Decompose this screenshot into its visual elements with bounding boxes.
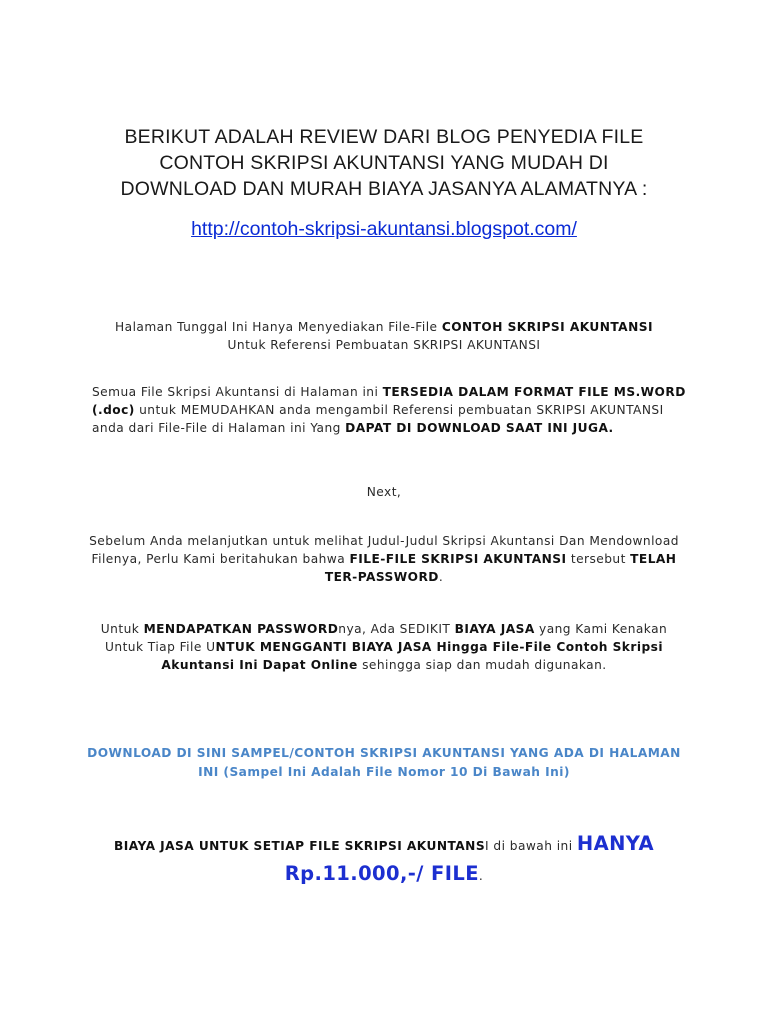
title-line-2: CONTOH SKRIPSI AKUNTANSI YANG MUDAH DI (159, 152, 609, 174)
price-bold: BIAYA JASA UNTUK SETIAP FILE SKRIPSI AKUNTANS (114, 839, 486, 853)
fee-text-2: nya, Ada SEDIKIT (338, 622, 455, 636)
password-bold-2: TELAH TER-PASSWORD (324, 552, 677, 584)
fee-text-3: yang Kami Kenakan Untuk Tiap File U (105, 622, 668, 654)
title-line-3: DOWNLOAD DAN MURAH BIAYA JASANYA ALAMATNYA : (120, 178, 648, 200)
format-paragraph (92, 383, 692, 437)
fee-paragraph (80, 620, 688, 674)
download-sample-link[interactable]: DOWNLOAD DI SINI SAMPEL/CONTOH SKRIPSI AKUNTANSI YANG ADA DI HALAMAN INI (Sampel Ini Adalah File Nomor 10 Di Bawah Ini) (87, 746, 681, 779)
page-title (60, 124, 708, 202)
fee-bold: MENDAPATKAN PASSWORD (143, 622, 339, 636)
format-bold: TERSEDIA DALAM FORMAT FILE MS.WORD (.doc) (92, 385, 686, 417)
intro-text: Halaman Tunggal Ini Hanya Menyediakan File-File (115, 320, 442, 334)
fee-bold-2: BIAYA JASA (454, 622, 535, 636)
intro-bold: CONTOH SKRIPSI AKUNTANSI (441, 320, 653, 334)
title-line-1: BERIKUT ADALAH REVIEW DARI BLOG PENYEDIA FILE (124, 126, 644, 148)
price-amount: Rp.11.000,-/ FILE (284, 862, 479, 885)
next-paragraph: Next, (366, 485, 402, 499)
format-text-2: untuk MEMUDAHKAN anda mengambil Referensi pembuatan SKRIPSI AKUNTANSI anda dari File-File di Halaman ini Yang (92, 403, 664, 435)
password-text-2: tersebut (566, 552, 631, 566)
password-paragraph (80, 532, 688, 586)
password-text-3: . (438, 570, 444, 584)
format-bold-2: DAPAT DI DOWNLOAD SAAT INI JUGA. (345, 421, 614, 435)
intro-text-2: Untuk Referensi Pembuatan SKRIPSI AKUNTANSI (227, 338, 541, 352)
fee-bold-3: NTUK MENGGANTI BIAYA JASA Hingga File-File Contoh Skripsi Akuntansi Ini Dapat Online (161, 640, 663, 672)
intro-paragraph (80, 318, 688, 354)
fee-text: Untuk (100, 622, 144, 636)
price-text: I di bawah ini (485, 839, 577, 853)
password-bold: FILE-FILE SKRIPSI AKUNTANSI (349, 552, 567, 566)
price-hanya: HANYA (576, 832, 654, 855)
blog-url-link[interactable]: http://contoh-skripsi-akuntansi.blogspot.com/ (191, 218, 577, 240)
price-period: . (478, 869, 484, 883)
price-paragraph (80, 830, 688, 890)
fee-text-4: sehingga siap dan mudah digunakan. (357, 658, 607, 672)
format-text: Semua File Skripsi Akuntansi di Halaman ini (92, 385, 383, 399)
password-text: Sebelum Anda melanjutkan untuk melihat Judul-Judul Skripsi Akuntansi Dan Mendownload Filenya, Perlu Kami beritahukan bahwa (89, 534, 679, 566)
